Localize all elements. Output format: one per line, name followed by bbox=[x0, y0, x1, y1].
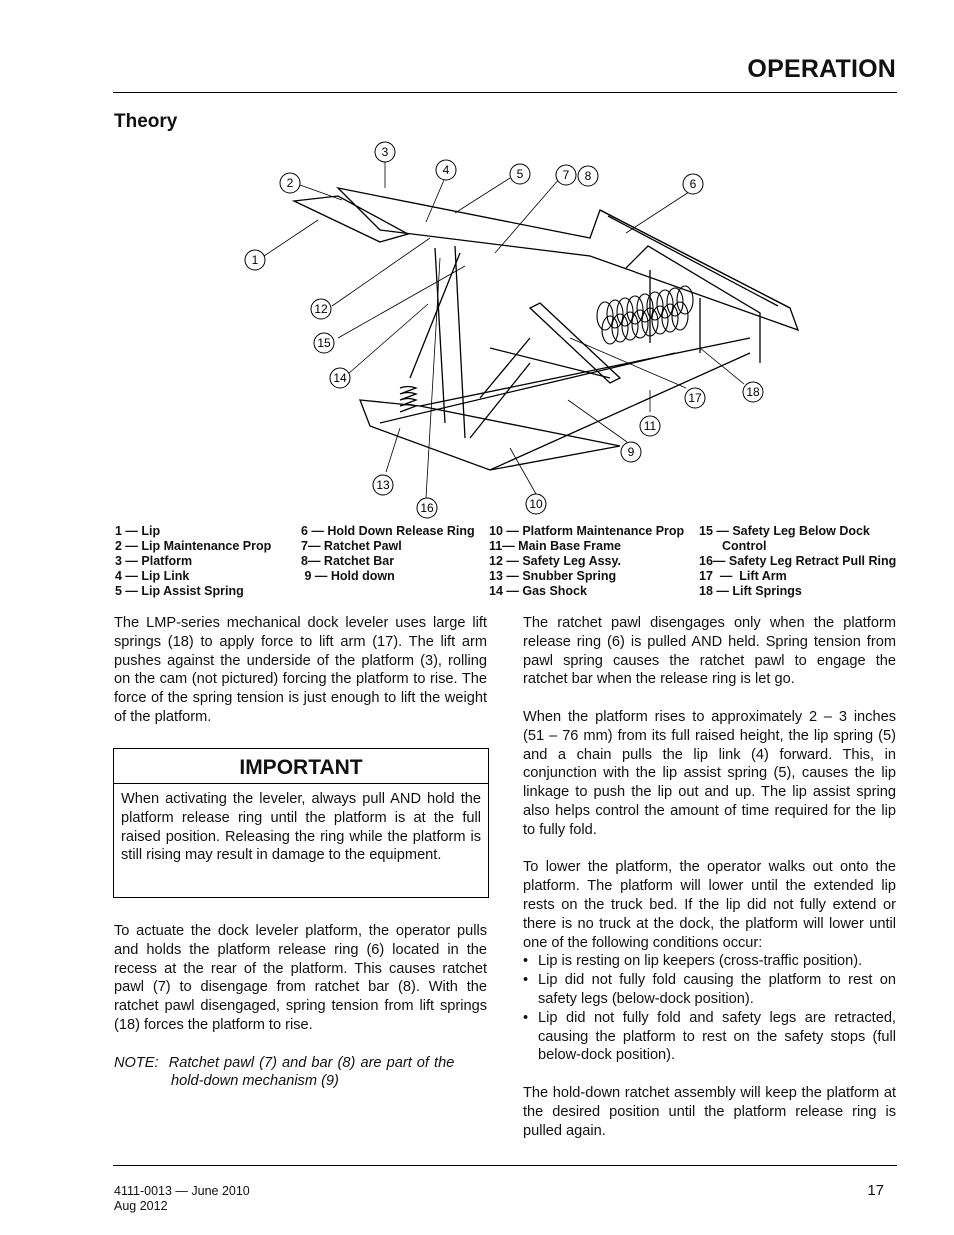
revision-date: Aug 2012 bbox=[114, 1199, 168, 1213]
svg-text:7: 7 bbox=[562, 168, 570, 182]
page-section-title: OPERATION bbox=[747, 55, 896, 83]
legend-item: 9 — Hold down bbox=[301, 569, 395, 583]
callout-10 bbox=[526, 494, 546, 514]
page-number: 17 bbox=[867, 1182, 884, 1199]
callout-18 bbox=[743, 382, 763, 402]
callout-4 bbox=[436, 160, 456, 180]
svg-text:11: 11 bbox=[643, 419, 657, 433]
svg-text:18: 18 bbox=[746, 385, 760, 399]
note bbox=[114, 1054, 487, 1092]
callout-1 bbox=[245, 250, 265, 270]
callout-9 bbox=[621, 442, 641, 462]
doc-id: 4111-0013 — June 2010 bbox=[114, 1184, 250, 1198]
callout-6 bbox=[683, 174, 703, 194]
legend-column-2 bbox=[301, 524, 475, 584]
callout-8 bbox=[578, 166, 598, 186]
callout-16 bbox=[417, 498, 437, 518]
important-heading: IMPORTANT bbox=[114, 749, 488, 784]
body-paragraph: The ratchet pawl disengages only when the platform release ring (6) is pulled AND held. Spring tension from pawl spring causes the ratchet pawl to engage the ratchet bar when the release ring is let go. bbox=[523, 615, 896, 688]
svg-text:4: 4 bbox=[442, 163, 450, 177]
legend-item: 12 — Safety Leg Assy. bbox=[489, 554, 622, 568]
callout-12 bbox=[311, 299, 331, 319]
list-item: • Lip is resting on lip keepers (cross-traffic position). bbox=[523, 952, 896, 971]
section-heading: Theory bbox=[114, 111, 178, 132]
callout-7 bbox=[556, 165, 576, 185]
callout-11 bbox=[640, 416, 660, 436]
legend-item: 10 — Platform Maintenance Prop bbox=[489, 524, 685, 538]
svg-text:6: 6 bbox=[689, 177, 697, 191]
legend-item: 17 — Lift Arm bbox=[699, 569, 787, 583]
svg-text:8: 8 bbox=[584, 169, 592, 183]
svg-text:3: 3 bbox=[381, 145, 389, 159]
note-line: NOTE: Ratchet pawl (7) and bar (8) are part of the bbox=[114, 1054, 455, 1071]
body-paragraph: To lower the platform, the operator walks out onto the platform. The platform will lower until the extended lip rests on the truck bed. If the lip did not fully extend or there is no truck at the dock, the platform will lower until one of the following conditions occur: bbox=[523, 859, 896, 951]
svg-text:17: 17 bbox=[688, 391, 702, 405]
body-paragraph: To actuate the dock leveler platform, the operator pulls and holds the platform release ring (6) located in the recess at the rear of the platform. This causes ratchet pawl (7) to disengage from ratchet bar (8). With the ratchet pawl disengaged, spring tension from lift springs (18) forces the platform to rise. bbox=[114, 923, 487, 1033]
note-line: hold-down mechanism (9) bbox=[171, 1073, 339, 1090]
legend-item: 2 — Lip Maintenance Prop bbox=[115, 539, 272, 553]
svg-text:10: 10 bbox=[529, 497, 543, 511]
svg-text:16: 16 bbox=[420, 501, 434, 515]
callout-17 bbox=[685, 388, 705, 408]
dock-leveler-drawing bbox=[230, 138, 830, 523]
legend-item: 15 — Safety Leg Below Dock bbox=[699, 524, 870, 538]
svg-text:13: 13 bbox=[376, 478, 390, 492]
callout-3 bbox=[375, 142, 395, 162]
left-column-body bbox=[114, 922, 487, 1091]
list-item: • Lip did not fully fold and safety legs are retracted, causing the platform to rest on the safety stops (full below-dock position). bbox=[523, 1009, 896, 1065]
svg-text:5: 5 bbox=[516, 167, 524, 181]
svg-text:14: 14 bbox=[333, 371, 347, 385]
callout-13 bbox=[373, 475, 393, 495]
legend-item: Control bbox=[722, 539, 767, 553]
legend-column-1 bbox=[115, 524, 271, 599]
important-text: When activating the leveler, always pull AND hold the platform release ring until the platform is at the full raised position. Releasing the ring while the platform is still rising may result in damage to the equipment. bbox=[121, 791, 481, 864]
legend-item: 7— Ratchet Pawl bbox=[301, 539, 402, 553]
legend-item: 18 — Lift Springs bbox=[699, 584, 802, 598]
body-paragraph: The LMP-series mechanical dock leveler uses large lift springs (18) to apply force to lift arm (17). The lift arm pushes against the underside of the platform (3), rolling on the cam (not pictured) forcing the platform to rise. The force of the spring tension is just enough to lift the weight of the platform. bbox=[114, 615, 487, 725]
callout-2 bbox=[280, 173, 300, 193]
svg-text:1: 1 bbox=[251, 253, 259, 267]
svg-text:9: 9 bbox=[627, 445, 635, 459]
legend-column-4 bbox=[699, 524, 896, 599]
callout-5 bbox=[510, 164, 530, 184]
body-paragraph: When the platform rises to approximately 2 – 3 inches (51 – 76 mm) from its full raised height, the lip spring (5) and a chain pulls the lip link (4) forward. This, in conjunction with the lip assist spring (5), causes the lip linkage to push the lip out and up. The lip assist spring also helps control the amount of time required for the lip to fully fold. bbox=[523, 708, 896, 838]
legend-item: 6 — Hold Down Release Ring bbox=[301, 524, 475, 538]
legend-item: 1 — Lip bbox=[115, 524, 161, 538]
svg-text:2: 2 bbox=[286, 176, 294, 190]
legend-column-3 bbox=[489, 524, 684, 599]
list-item: • Lip did not fully fold causing the platform to rest on safety legs (below-dock position). bbox=[523, 971, 896, 1009]
legend-item: 14 — Gas Shock bbox=[489, 584, 587, 598]
left-column-intro bbox=[114, 614, 487, 746]
legend-item: 3 — Platform bbox=[115, 554, 193, 568]
legend-item: 11— Main Base Frame bbox=[489, 539, 622, 553]
right-column bbox=[523, 614, 896, 1159]
footer-doc-info bbox=[114, 1184, 250, 1214]
legend-item: 16— Safety Leg Retract Pull Ring bbox=[699, 554, 897, 568]
conditions-list bbox=[523, 952, 896, 1065]
important-notice-box bbox=[113, 748, 489, 898]
svg-text:12: 12 bbox=[314, 302, 328, 316]
dock-leveler-diagram bbox=[230, 138, 830, 523]
body-paragraph: The hold-down ratchet assembly will keep the platform at the desired position until the platform release ring is pulled again. bbox=[523, 1084, 896, 1139]
footer-rule bbox=[113, 1165, 897, 1166]
legend-item: 5 — Lip Assist Spring bbox=[115, 584, 244, 598]
callout-14 bbox=[330, 368, 350, 388]
callout-15 bbox=[314, 333, 334, 353]
legend-item: 8— Ratchet Bar bbox=[301, 554, 395, 568]
svg-text:15: 15 bbox=[317, 336, 331, 350]
header-rule bbox=[113, 92, 897, 93]
legend-item: 4 — Lip Link bbox=[115, 569, 190, 583]
legend-item: 13 — Snubber Spring bbox=[489, 569, 617, 583]
